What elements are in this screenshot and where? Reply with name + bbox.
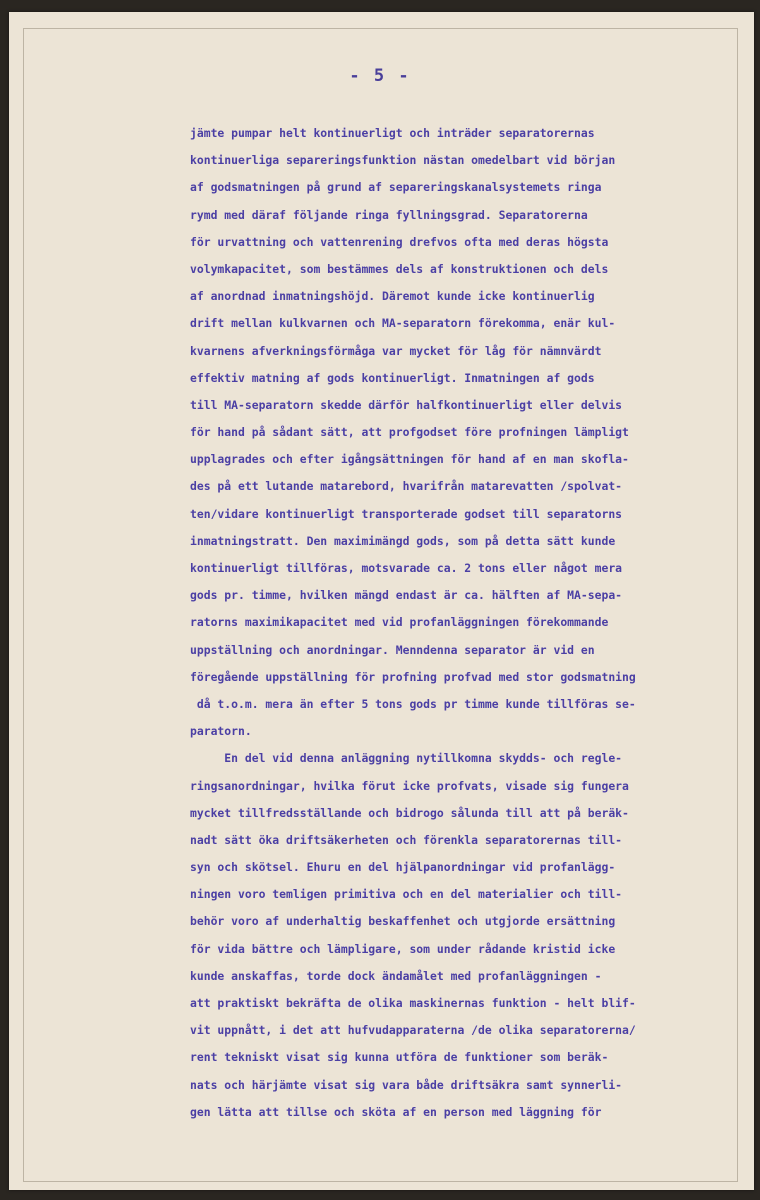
text-line: volymkapacitet, som bestämmes dels af konstruktionen och dels	[190, 261, 609, 276]
text-line: till MA-separatorn skedde därför halfkontinuerligt eller delvis	[190, 397, 623, 412]
text-line: behör voro af underhaltig beskaffenhet och utgjorde ersättning	[190, 914, 616, 929]
page-number: - 5 -	[349, 66, 411, 86]
text-line: kunde anskaffas, torde dock ändamålet med profanläggningen -	[190, 968, 602, 983]
text-line: inmatningstratt. Den maximimängd gods, som på detta sätt kunde	[190, 533, 616, 548]
text-line: nats och härjämte visat sig vara både driftsäkra samt synnerli-	[190, 1077, 623, 1092]
text-line: ringsanordningar, hvilka förut icke profvats, visade sig fungera	[190, 778, 629, 793]
text-line: syn och skötsel. Ehuru en del hjälpanordningar vid profanlägg-	[190, 860, 616, 875]
text-line: af anordnad inmatningshöjd. Däremot kunde icke kontinuerlig	[190, 289, 595, 304]
text-line: ningen voro temligen primitiva och en del materialier och till-	[190, 887, 623, 902]
text-line: upplagrades och efter igångsättningen för hand af en man skofla-	[190, 452, 629, 467]
text-line: nadt sätt öka driftsäkerheten och förenkla separatorernas till-	[190, 832, 623, 847]
text-line: vit uppnått, i det att hufvudapparaterna /de olika separatorerna/	[190, 1023, 636, 1038]
text-line: paratorn.	[190, 724, 252, 739]
text-line: mycket tillfredsställande och bidrogo sålunda till att på beräk-	[190, 805, 629, 820]
text-line: uppställning och anordningar. Menndenna separator är vid en	[190, 642, 595, 657]
body-text	[190, 120, 730, 1126]
text-line: gen lätta att tillse och sköta af en person med läggning för	[190, 1104, 602, 1119]
text-line: rymd med däraf följande ringa fyllningsgrad. Separatorerna	[190, 207, 588, 222]
text-line: gods pr. timme, hvilken mängd endast är ca. hälften af MA-sepa-	[190, 588, 623, 603]
text-line: att praktiskt bekräfta de olika maskinernas funktion - helt blif-	[190, 996, 636, 1010]
text-line: rent tekniskt visat sig kunna utföra de funktioner som beräk-	[190, 1050, 609, 1065]
text-line: kontinuerligt tillföras, motsvarade ca. 2 tons eller något mera	[190, 561, 623, 575]
text-line: ratorns maximikapacitet med vid profanläggningen förekommande	[190, 615, 609, 630]
text-line: kontinuerliga separeringsfunktion nästan omedelbart vid början	[190, 153, 616, 168]
text-line: kvarnens afverkningsförmåga var mycket för låg för nämnvärdt	[190, 343, 602, 358]
text-line: för urvattning och vattenrening drefvos ofta med deras högsta	[190, 234, 609, 249]
text-line: effektiv matning af gods kontinuerligt. Inmatningen af gods	[190, 370, 595, 385]
text-line: för hand på sådant sätt, att profgodset före profningen lämpligt	[190, 425, 629, 440]
text-line: des på ett lutande matarebord, hvarifrån matarevatten /spolvat-	[190, 479, 623, 494]
text-line: drift mellan kulkvarnen och MA-separatorn förekomma, enär kul-	[190, 316, 616, 331]
text-line: ten/vidare kontinuerligt transporterade godset till separatorns	[190, 506, 623, 521]
text-line: jämte pumpar helt kontinuerligt och inträder separatorernas	[190, 126, 595, 140]
text-line: då t.o.m. mera än efter 5 tons gods pr timme kunde tillföras se-	[190, 696, 636, 711]
text-line: föregående uppställning för profning profvad med stor godsmatning	[190, 669, 636, 684]
paragraph-start-line: En del vid denna anläggning nytillkomna skydds- och regle-	[190, 751, 623, 766]
text-line: för vida bättre och lämpligare, som under rådande kristid icke	[190, 941, 616, 956]
text-line: af godsmatningen på grund af separeringskanalsystemets ringa	[190, 180, 602, 195]
